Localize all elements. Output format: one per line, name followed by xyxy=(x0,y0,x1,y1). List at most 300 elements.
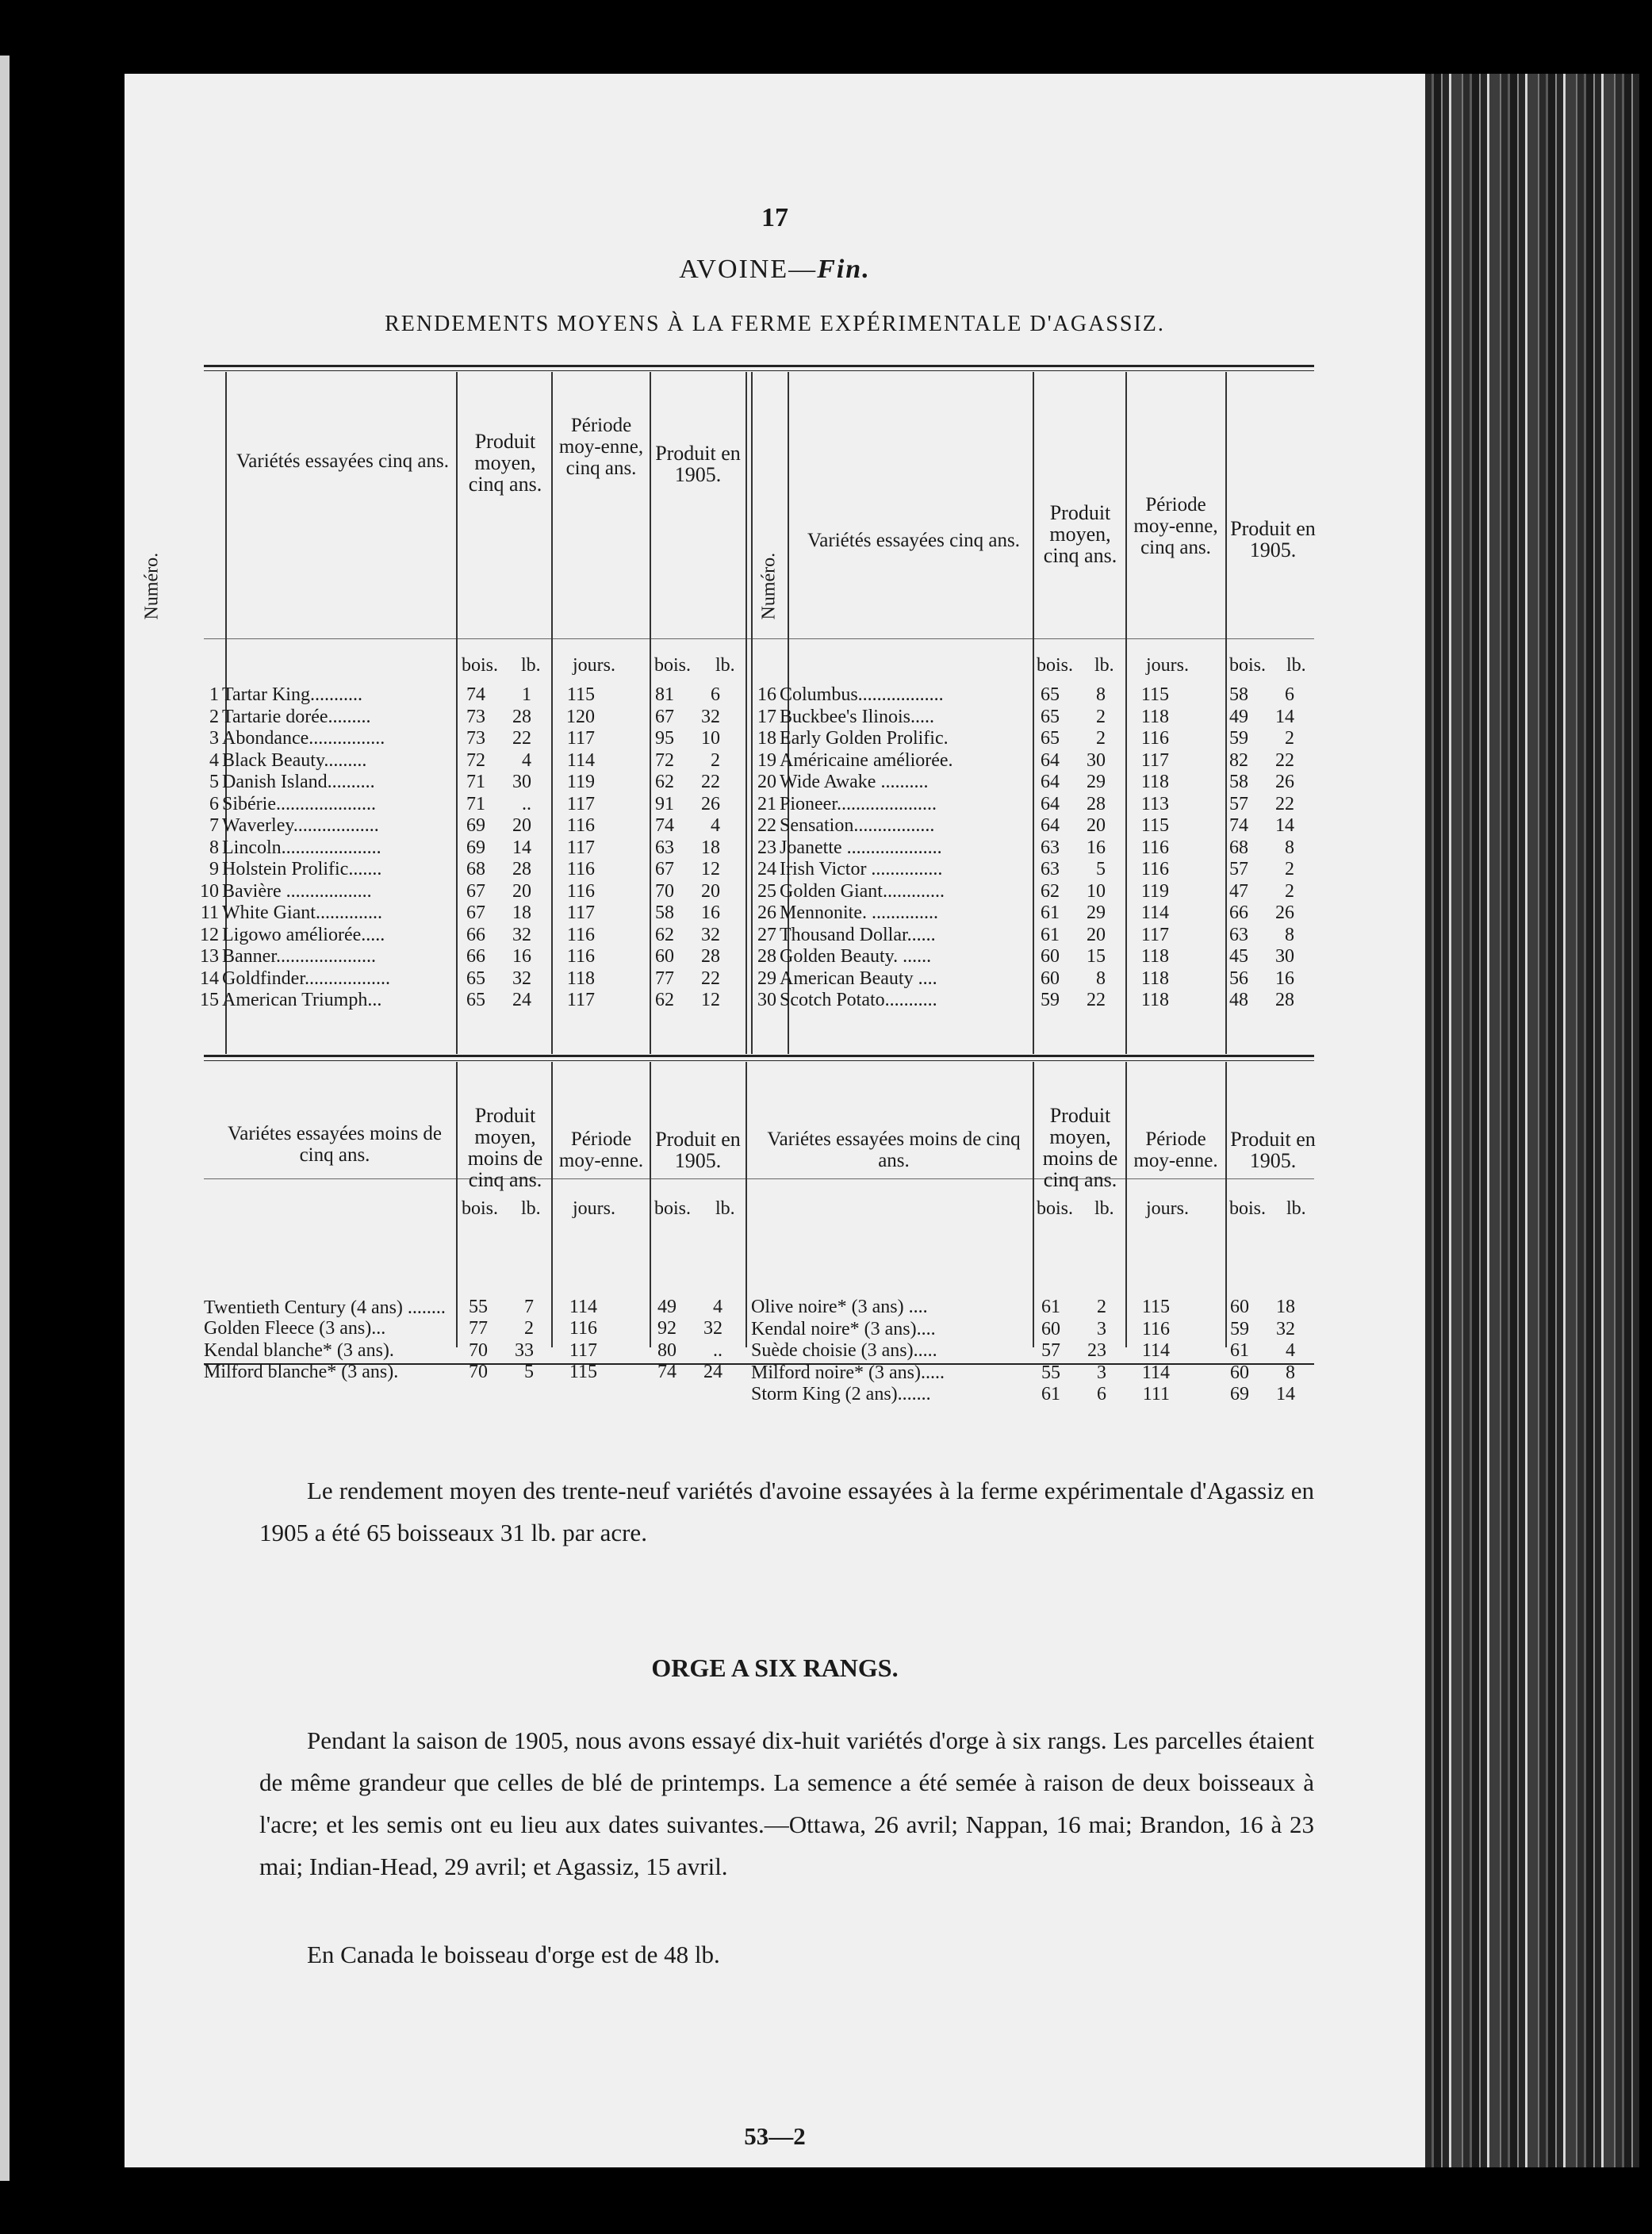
cell-n: 15 xyxy=(200,990,219,1010)
cell-per: 116 xyxy=(566,815,595,836)
cell-pl: 30 xyxy=(1087,749,1106,771)
cell-l: 14 xyxy=(1275,815,1294,836)
t1-rows-right xyxy=(751,684,1294,1012)
t2-header-varietes-right: Variétes essayées moins de cinq ans. xyxy=(767,1128,1021,1171)
cell-b: 58 xyxy=(655,902,674,923)
table-row xyxy=(751,728,1294,750)
cell-pb: 65 xyxy=(466,968,485,989)
cell-pl: 20 xyxy=(512,880,531,902)
cell-pb: 73 xyxy=(466,728,485,749)
cell-per: 117 xyxy=(1140,924,1169,945)
cell-pb: 71 xyxy=(466,772,485,792)
table-row xyxy=(751,1362,1295,1385)
t1-header-produit-1905-left: Produit en 1905. xyxy=(655,442,741,486)
title-main: AVOINE— xyxy=(679,255,818,284)
cell-pb: 61 xyxy=(1041,902,1060,923)
cell-pb: 69 xyxy=(466,837,485,858)
cell-b: 58 xyxy=(1229,684,1248,705)
cell-pb: 60 xyxy=(1041,946,1060,967)
cell-l: 30 xyxy=(1275,946,1294,967)
paragraph-orge: Pendant la saison de 1905, nous avons essayé dix-huit variétés d'orge à six rangs. Les parcelles étaient de même grandeur que celles de blé de printemps. La semence a été semée à raison de deux boisseaux à l'acre; et les semis ont eu lieu aux dates suivantes.—Ottawa, 26 avril; Nappan, 16 mai; Brandon, 16 à 23 mai; Indian-Head, 29 avril; et Agassiz, 15 avril. xyxy=(259,1726,1314,1880)
t2-header-periode-right: Période moy-enne. xyxy=(1133,1128,1218,1171)
cell-n: 4 xyxy=(209,749,219,771)
cell-n: 6 xyxy=(209,793,219,814)
t2-unit-lb: lb. xyxy=(715,1198,735,1219)
t2-header-periode-left: Période moy-enne. xyxy=(558,1128,644,1171)
left-page-edge xyxy=(0,56,10,2181)
cell-l: 6 xyxy=(1285,684,1294,705)
cell-n: 1 xyxy=(209,684,219,705)
cell-l: 16 xyxy=(701,902,720,923)
t1-vline xyxy=(746,372,747,1054)
cell-b: 56 xyxy=(1229,968,1248,989)
cell-pb: 65 xyxy=(466,990,485,1010)
cell-n: 21 xyxy=(757,793,776,814)
page-number: 17 xyxy=(761,203,788,232)
cell-n: 23 xyxy=(757,837,776,858)
table-row xyxy=(192,946,720,968)
t1-unit-bois: bois. xyxy=(654,655,692,676)
cell-per: 119 xyxy=(566,772,595,792)
table-row xyxy=(192,925,720,947)
table-subtitle: RENDEMENTS MOYENS À LA FERME EXPÉRIMENTALE D'AGASSIZ. xyxy=(385,312,1165,336)
table2-top-rule xyxy=(204,1055,1314,1057)
t2-header-produit-moyen-right: Produit moyen, moins de cinq ans. xyxy=(1042,1104,1118,1191)
paragraph-boisseau: En Canada le boisseau d'orge est de 48 lb. xyxy=(307,1941,720,1968)
cell-l: 28 xyxy=(1275,990,1294,1010)
cell-pl: 28 xyxy=(512,859,531,879)
cell-l: 12 xyxy=(701,859,720,879)
table-row xyxy=(751,990,1294,1012)
cell-pl: 8 xyxy=(1096,684,1106,705)
cell-per: 118 xyxy=(566,968,595,989)
cell-b: 45 xyxy=(1229,946,1248,967)
cell-n: 11 xyxy=(200,902,219,923)
cell-per: 117 xyxy=(566,990,595,1010)
cell-b: 72 xyxy=(655,749,674,771)
cell-pl: 20 xyxy=(512,815,531,836)
cell-name: Abondance................ xyxy=(222,728,385,749)
cell-pb: 64 xyxy=(1041,772,1060,792)
cell-per: 120 xyxy=(566,706,595,727)
cell-name: Golden Beauty. ...... xyxy=(780,946,932,967)
table-row xyxy=(751,684,1294,707)
table1-top-rule xyxy=(204,365,1314,367)
cell-b: 60 xyxy=(1230,1362,1249,1383)
cell-per: 115 xyxy=(1140,684,1169,705)
cell-per: 118 xyxy=(1140,706,1169,727)
cell-pb: 68 xyxy=(466,859,485,879)
cell-pb: 65 xyxy=(1041,706,1060,727)
cell-name: Golden Fleece (3 ans)... xyxy=(204,1318,386,1339)
cell-pb: 71 xyxy=(466,793,485,814)
cell-pb: 70 xyxy=(469,1339,488,1361)
cell-pl: 7 xyxy=(524,1296,534,1317)
cell-n: 10 xyxy=(200,880,219,902)
t1-unit-bois: bois. xyxy=(1037,655,1074,676)
cell-b: 58 xyxy=(1229,772,1248,792)
cell-name: Thousand Dollar...... xyxy=(780,924,936,945)
t2-unit-jours: jours. xyxy=(1146,1198,1189,1219)
t1-header-varietes-left: Variétés essayées cinq ans. xyxy=(236,450,449,472)
cell-l: 22 xyxy=(1275,749,1294,771)
cell-n: 24 xyxy=(757,859,776,879)
cell-per: 111 xyxy=(1142,1384,1170,1404)
cell-l: 32 xyxy=(701,924,720,945)
cell-b: 62 xyxy=(655,990,674,1010)
cell-b: 63 xyxy=(1229,924,1248,945)
t1-header-numero-right: Numéro. xyxy=(758,552,780,620)
cell-l: 4 xyxy=(711,815,720,836)
cell-name: Wide Awake .......... xyxy=(780,772,929,792)
cell-l: 26 xyxy=(701,793,720,814)
cell-name: Kendal blanche* (3 ans). xyxy=(204,1339,394,1361)
cell-pl: 20 xyxy=(1087,924,1106,945)
cell-pl: 10 xyxy=(1087,880,1106,902)
cell-per: 113 xyxy=(1140,793,1169,814)
cell-name: Holstein Prolific....... xyxy=(222,859,382,879)
cell-pb: 66 xyxy=(466,946,485,967)
cell-name: Lincoln..................... xyxy=(222,837,381,858)
cell-b: 47 xyxy=(1229,880,1248,902)
t1-unit-lb: lb. xyxy=(521,655,541,676)
cell-pl: 4 xyxy=(522,749,531,771)
cell-name: Sensation................. xyxy=(780,815,935,836)
table-row xyxy=(751,1384,1295,1406)
table-row xyxy=(751,772,1294,794)
table-row xyxy=(751,837,1294,860)
table-row xyxy=(192,881,720,903)
cell-per: 115 xyxy=(1140,815,1169,836)
cell-pb: 61 xyxy=(1041,1384,1060,1404)
table-row xyxy=(204,1362,723,1384)
cell-l: .. xyxy=(713,1339,723,1361)
t1-unit-lb: lb. xyxy=(715,655,735,676)
page-footer-signature: 53—2 xyxy=(744,2122,806,2150)
cell-l: 4 xyxy=(1286,1340,1295,1361)
cell-pl: 5 xyxy=(524,1362,534,1382)
cell-b: 67 xyxy=(655,859,674,879)
cell-name: Columbus.................. xyxy=(780,684,944,705)
cell-name: Joanette .................... xyxy=(780,837,942,858)
cell-pb: 55 xyxy=(469,1296,488,1317)
table-row xyxy=(204,1275,723,1318)
cell-name: Irish Victor ............... xyxy=(780,859,943,879)
cell-name: Kendal noire* (3 ans).... xyxy=(751,1318,936,1339)
cell-pl: 6 xyxy=(1097,1384,1106,1404)
cell-l: 14 xyxy=(1276,1384,1295,1404)
cell-n: 22 xyxy=(757,815,776,836)
t1-header-periode-right: Période moy-enne, cinq ans. xyxy=(1133,494,1218,558)
cell-l: 16 xyxy=(1275,968,1294,989)
cell-b: 91 xyxy=(655,793,674,814)
cell-n: 9 xyxy=(209,859,219,879)
cell-per: 114 xyxy=(1140,902,1169,923)
cell-b: 49 xyxy=(1229,706,1248,727)
t1-unit-jours: jours. xyxy=(573,655,615,676)
cell-pl: 3 xyxy=(1097,1362,1106,1383)
table-row xyxy=(192,837,720,860)
t2-rows-left xyxy=(204,1275,723,1384)
table-row xyxy=(751,815,1294,837)
cell-pb: 64 xyxy=(1041,793,1060,814)
cell-pl: 14 xyxy=(512,837,531,858)
cell-per: 117 xyxy=(1140,749,1169,771)
cell-b: 60 xyxy=(1230,1297,1249,1317)
t2-unit-jours: jours. xyxy=(573,1198,615,1219)
cell-l: 26 xyxy=(1275,902,1294,923)
cell-b: 57 xyxy=(1229,793,1248,814)
cell-l: 26 xyxy=(1275,772,1294,792)
t2-unit-bois: bois. xyxy=(1037,1198,1074,1219)
cell-b: 74 xyxy=(657,1362,677,1382)
cell-b: 74 xyxy=(1229,815,1248,836)
t1-header-produit-moyen-left: Produit moyen, cinq ans. xyxy=(468,430,542,496)
cell-n: 18 xyxy=(757,728,776,749)
section-title: ORGE A SIX RANGS. xyxy=(651,1653,899,1682)
cell-b: 69 xyxy=(1230,1384,1249,1404)
cell-b: 74 xyxy=(655,815,674,836)
cell-pl: 8 xyxy=(1096,968,1106,989)
cell-b: 92 xyxy=(657,1318,677,1339)
cell-pb: 70 xyxy=(469,1362,488,1382)
cell-pl: 15 xyxy=(1087,946,1106,967)
cell-b: 70 xyxy=(655,880,674,902)
t2-vline xyxy=(746,1062,747,1347)
cell-l: 8 xyxy=(1285,837,1294,858)
cell-pb: 63 xyxy=(1041,837,1060,858)
cell-name: Tartar King........... xyxy=(222,684,362,705)
cell-pb: 72 xyxy=(466,749,485,771)
cell-name: White Giant.............. xyxy=(222,902,382,923)
table-row xyxy=(192,902,720,925)
cell-n: 2 xyxy=(209,706,219,727)
title-italic: Fin. xyxy=(817,255,871,284)
cell-pl: 29 xyxy=(1087,902,1106,923)
cell-n: 30 xyxy=(757,990,776,1010)
cell-per: 114 xyxy=(1141,1362,1170,1383)
cell-b: 68 xyxy=(1229,837,1248,858)
cell-per: 116 xyxy=(1140,728,1169,749)
cell-pl: 22 xyxy=(512,728,531,749)
cell-name: Ligowo améliorée..... xyxy=(222,924,385,945)
cell-name: Américaine améliorée. xyxy=(780,749,953,771)
cell-name: Milford noire* (3 ans)..... xyxy=(751,1362,945,1383)
t2-unit-lb: lb. xyxy=(1094,1198,1114,1219)
cell-pl: 2 xyxy=(1097,1297,1106,1317)
cell-b: 81 xyxy=(655,684,674,705)
cell-n: 5 xyxy=(209,772,219,792)
cell-pl: 32 xyxy=(512,924,531,945)
cell-pb: 67 xyxy=(466,902,485,923)
cell-name: Buckbee's Ilinois..... xyxy=(780,706,934,727)
cell-l: 2 xyxy=(1285,859,1294,879)
cell-l: 8 xyxy=(1285,924,1294,945)
cell-name: Storm King (2 ans)....... xyxy=(751,1384,931,1404)
cell-n: 20 xyxy=(757,772,776,792)
cell-l: 2 xyxy=(1285,880,1294,902)
cell-l: 6 xyxy=(711,684,720,705)
cell-pb: 62 xyxy=(1041,880,1060,902)
cell-b: 62 xyxy=(655,772,674,792)
cell-pl: .. xyxy=(522,793,531,814)
cell-name: Golden Giant............. xyxy=(780,880,945,902)
cell-b: 80 xyxy=(657,1339,677,1361)
cell-l: 4 xyxy=(713,1296,723,1317)
cell-pb: 73 xyxy=(466,706,485,727)
cell-pb: 55 xyxy=(1041,1362,1060,1383)
cell-per: 116 xyxy=(566,924,595,945)
cell-pb: 65 xyxy=(1041,684,1060,705)
cell-name: Early Golden Prolific. xyxy=(780,728,949,749)
table1-top-rule-thin xyxy=(204,370,1314,371)
t1-header-numero-left: Numéro. xyxy=(141,552,163,620)
cell-name: Milford blanche* (3 ans). xyxy=(204,1362,399,1382)
cell-pl: 3 xyxy=(1097,1318,1106,1339)
cell-l: 24 xyxy=(703,1362,723,1382)
cell-l: 28 xyxy=(701,946,720,967)
table-row xyxy=(192,815,720,837)
book-binding xyxy=(1425,74,1639,2167)
cell-pb: 63 xyxy=(1041,859,1060,879)
table-row xyxy=(192,794,720,816)
cell-name: Olive noire* (3 ans) .... xyxy=(751,1297,928,1317)
table-row xyxy=(751,925,1294,947)
cell-name: Pioneer..................... xyxy=(780,793,937,814)
table-row xyxy=(192,707,720,729)
t1-unit-jours: jours. xyxy=(1146,655,1189,676)
cell-pl: 1 xyxy=(522,684,531,705)
cell-per: 116 xyxy=(566,946,595,967)
table1-header-rule xyxy=(204,638,1314,639)
cell-l: 22 xyxy=(1275,793,1294,814)
cell-pl: 28 xyxy=(1087,793,1106,814)
cell-name: Danish Island.......... xyxy=(222,772,375,792)
cell-name: American Beauty .... xyxy=(780,968,937,989)
cell-n: 13 xyxy=(200,946,219,967)
cell-n: 8 xyxy=(209,837,219,858)
t2-header-varietes-left: Variétes essayées moins de cinq ans. xyxy=(227,1123,443,1166)
cell-n: 25 xyxy=(757,880,776,902)
table-row xyxy=(751,859,1294,881)
cell-b: 95 xyxy=(655,728,674,749)
cell-pb: 61 xyxy=(1041,1297,1060,1317)
cell-pb: 65 xyxy=(1041,728,1060,749)
cell-l: 32 xyxy=(703,1318,723,1339)
cell-b: 62 xyxy=(655,924,674,945)
cell-pb: 74 xyxy=(466,684,485,705)
table-row xyxy=(751,707,1294,729)
t2-unit-bois: bois. xyxy=(1229,1198,1267,1219)
cell-l: 22 xyxy=(701,968,720,989)
cell-l: 22 xyxy=(701,772,720,792)
t1-header-periode-left: Période moy-enne, cinq ans. xyxy=(558,415,644,479)
t2-unit-lb: lb. xyxy=(1286,1198,1306,1219)
cell-pl: 5 xyxy=(1096,859,1106,879)
cell-n: 19 xyxy=(757,749,776,771)
t2-header-produit-moyen-left: Produit moyen, moins de cinq ans. xyxy=(467,1104,543,1191)
cell-per: 114 xyxy=(569,1296,597,1317)
cell-pb: 60 xyxy=(1041,968,1060,989)
cell-l: 32 xyxy=(701,706,720,727)
cell-pb: 64 xyxy=(1041,749,1060,771)
cell-l: 8 xyxy=(1286,1362,1295,1383)
cell-name: Banner..................... xyxy=(222,946,376,967)
cell-b: 48 xyxy=(1229,990,1248,1010)
table-row xyxy=(204,1340,723,1362)
cell-l: 10 xyxy=(701,728,720,749)
cell-pb: 64 xyxy=(1041,815,1060,836)
cell-n: 16 xyxy=(757,684,776,705)
cell-pl: 22 xyxy=(1087,990,1106,1010)
cell-pb: 61 xyxy=(1041,924,1060,945)
t1-header-produit-1905-right: Produit en 1905. xyxy=(1230,517,1316,561)
cell-pl: 2 xyxy=(1096,728,1106,749)
cell-name: Mennonite. .............. xyxy=(780,902,938,923)
document-page xyxy=(125,74,1425,2167)
cell-pl: 2 xyxy=(524,1318,534,1339)
cell-b: 49 xyxy=(657,1296,677,1317)
cell-b: 66 xyxy=(1229,902,1248,923)
cell-pb: 60 xyxy=(1041,1318,1060,1339)
t2-header-produit-1905-right: Produit en 1905. xyxy=(1230,1128,1316,1172)
cell-b: 57 xyxy=(1229,859,1248,879)
cell-n: 29 xyxy=(757,968,776,989)
cell-pb: 67 xyxy=(466,880,485,902)
cell-l: 32 xyxy=(1276,1318,1295,1339)
cell-per: 115 xyxy=(1141,1297,1170,1317)
cell-pl: 24 xyxy=(512,990,531,1010)
cell-b: 59 xyxy=(1230,1318,1249,1339)
t2-unit-bois: bois. xyxy=(462,1198,499,1219)
cell-n: 7 xyxy=(209,815,219,836)
cell-pb: 77 xyxy=(469,1318,488,1339)
cell-l: 18 xyxy=(1276,1297,1295,1317)
cell-b: 59 xyxy=(1229,728,1248,749)
cell-per: 117 xyxy=(566,902,595,923)
cell-b: 67 xyxy=(655,706,674,727)
table-row xyxy=(751,968,1294,991)
cell-b: 61 xyxy=(1230,1340,1249,1361)
cell-pl: 16 xyxy=(512,946,531,967)
cell-b: 63 xyxy=(655,837,674,858)
cell-pl: 30 xyxy=(512,772,531,792)
cell-name: Suède choisie (3 ans)..... xyxy=(751,1340,937,1361)
cell-n: 3 xyxy=(209,728,219,749)
cell-pl: 2 xyxy=(1096,706,1106,727)
t1-unit-lb: lb. xyxy=(1286,655,1306,676)
table-row xyxy=(192,990,720,1012)
cell-per: 118 xyxy=(1140,772,1169,792)
table-row xyxy=(192,684,720,707)
cell-pl: 33 xyxy=(515,1339,534,1361)
cell-name: Black Beauty......... xyxy=(222,749,367,771)
cell-n: 12 xyxy=(200,924,219,945)
cell-pb: 57 xyxy=(1041,1340,1060,1361)
cell-pb: 69 xyxy=(466,815,485,836)
t1-rows-left xyxy=(192,684,720,1012)
cell-per: 116 xyxy=(566,880,595,902)
t1-unit-bois: bois. xyxy=(462,655,499,676)
cell-b: 60 xyxy=(655,946,674,967)
cell-per: 115 xyxy=(566,684,595,705)
cell-name: Scotch Potato........... xyxy=(780,990,937,1010)
cell-pb: 59 xyxy=(1041,990,1060,1010)
cell-l: 14 xyxy=(1275,706,1294,727)
cell-l: 18 xyxy=(701,837,720,858)
cell-per: 116 xyxy=(569,1318,597,1339)
t2-header-produit-1905-left: Produit en 1905. xyxy=(655,1128,741,1172)
